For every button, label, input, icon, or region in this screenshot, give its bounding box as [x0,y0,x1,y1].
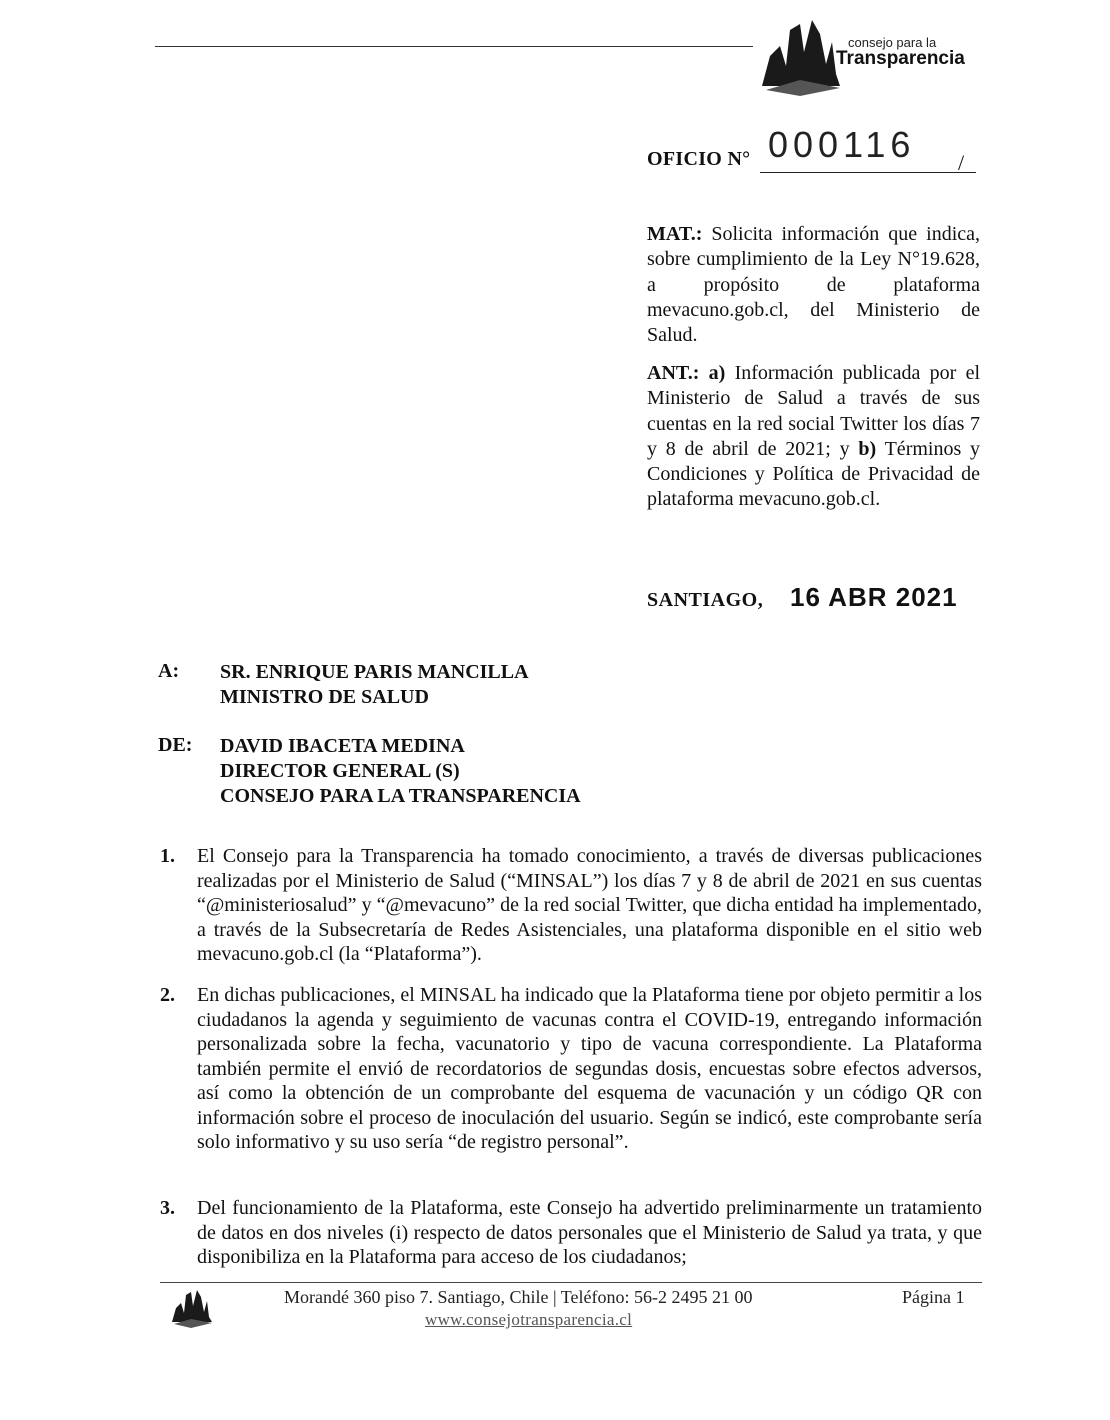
ant-a-text: Información publicada por el Ministerio de Salud a través de sus cuentas en la red social Twitter los días 7 y 8 de abril de 2021; y [647,362,981,460]
from-block [220,734,581,809]
oficio-slash: / [958,150,965,175]
oficio-label: OFICIO N° [647,148,751,170]
santiago-label: SANTIAGO, [647,589,764,611]
logo-title: Transparencia [836,48,965,69]
paragraph-3 [160,1196,982,1270]
mat-label: MAT.: [647,223,703,245]
oficio-underline [760,172,976,173]
oficio-number: 000116 [768,124,916,165]
website-link[interactable]: www.consejotransparencia.cl [425,1310,633,1329]
mat-text: Solicita información que indica, sobre cumplimiento de la Ley N°19.628, a propósito de plataforma mevacuno.gob.cl, del Ministerio de Salud. [647,223,981,347]
to-name: SR. ENRIQUE PARIS MANCILLA [220,661,529,683]
paragraph-number: 3. [160,1197,175,1219]
paragraph-2 [160,983,982,1155]
from-org: CONSEJO PARA LA TRANSPARENCIA [220,785,581,807]
ant-b-text: Términos y Condiciones y Política de Privacidad de plataforma mevacuno.gob.cl. [647,437,981,511]
footer-rule [160,1282,982,1283]
paragraph-number: 2. [160,984,175,1006]
paragraph-text: Del funcionamiento de la Plataforma, este Consejo ha advertido preliminarmente un tratamiento de datos en dos niveles (i) respecto de datos personales que el Ministerio de Salud ya trata, y que disponibiliza en la Plataforma para acceso de los ciudadanos; [197,1197,982,1268]
ant-b-label: b) [858,437,877,460]
date-stamp: 16 ABR 2021 [790,582,958,612]
from-name: DAVID IBACETA MEDINA [220,735,465,757]
mat-block [647,222,980,348]
paragraph-text: El Consejo para la Transparencia ha tomado conocimiento, a través de diversas publicaciones realizadas por el Ministerio de Salud (“MINSAL”) los días 7 y 8 de abril de 2021 en sus cuentas “@ministeriosalud” y “@mevacuno” de la red social Twitter, que dicha entidad ha implementado, a través de la Subsecretaría de Redes Asistenciales, una plataforma disponible en el sitio web mevacuno.gob.cl (la “Plataforma”). [197,845,982,965]
from-label: DE: [158,734,193,756]
to-title: MINISTRO DE SALUD [220,686,429,708]
paragraph-text: En dichas publicaciones, el MINSAL ha indicado que la Plataforma tiene por objeto permitir a los ciudadanos la agenda y seguimiento de vacunas contra el COVID-19, entregando información personalizada sobre la fecha, vacunatorio y tipo de vacuna correspondiente. La Plataforma también permite el envió de recordatorios de segundas dosis, encuestas sobre efectos adversos, así como la obtención de un comprobante del esquema de vacunación y un código QR con información sobre el proceso de inoculación del usuario. Según se indicó, este comprobante sería solo informativo y su uso sería “de registro personal”. [197,984,982,1153]
logo-subtitle: consejo para la [848,35,937,50]
footer-logo-icon [170,1288,215,1328]
paragraph-1 [160,844,982,967]
from-title: DIRECTOR GENERAL (S) [220,760,460,782]
to-block [220,660,529,710]
to-label: A: [158,660,180,682]
ant-a-label: a) [708,362,726,384]
paragraph-number: 1. [160,845,175,867]
ant-label: ANT.: [647,362,700,384]
ant-block [647,361,980,513]
footer-address: Morandé 360 piso 7. Santiago, Chile | Teléfono: 56-2 2495 21 00 [284,1287,753,1307]
page-number: Página 1 [902,1287,965,1307]
header-rule [155,46,753,47]
